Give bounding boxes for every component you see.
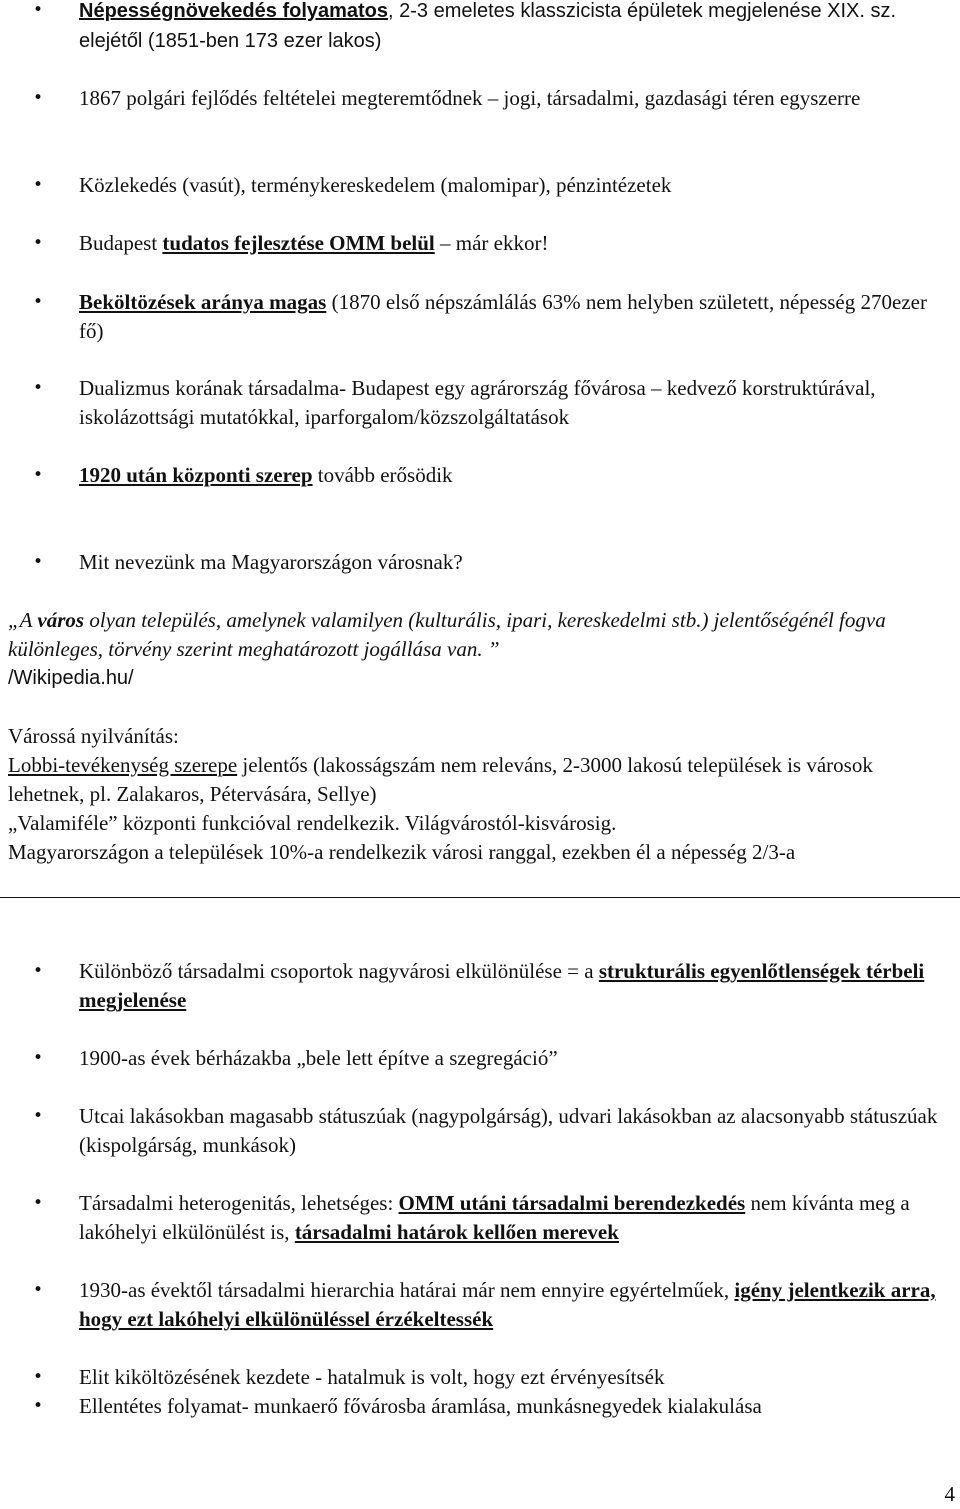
page-number: 4 [944, 1482, 955, 1506]
list-item: • Ellentétes folyamat- munkaerő fővárosba áramlása, munkásnegyedek kialakulása [79, 1392, 947, 1421]
city-status-function: „Valamiféle” központi funkcióval rendelkezik. Világvárostól-kisvárosig. [8, 811, 617, 835]
list-item: • 1920 után központi szerep tovább erősödik [79, 461, 947, 490]
list-item: • Budapest tudatos fejlesztése OMM belül – már ekkor! [79, 229, 947, 258]
list-item: • Mit nevezünk ma Magyarországon városnak? [79, 548, 947, 577]
horizontal-divider [0, 897, 960, 898]
city-status-heading: Várossá nyilvánítás: [8, 724, 179, 748]
city-status-share: Magyarországon a települések 10%-a rendelkezik városi ranggal, ezekben él a népesség 2/3-a [8, 840, 796, 864]
list-item: • 1930-as évektől társadalmi hierarchia határai már nem ennyire egyértelműek, igény jelentkezik arra, hogy ezt lakóhelyi elkülönüléssel érzékeltessék [79, 1276, 947, 1334]
list-item: • Elit kiköltözésének kezdete - hatalmuk is volt, hogy ezt érvényesítsék [79, 1363, 947, 1392]
list-item: • Utcai lakásokban magasabb státuszúak (nagypolgárság), udvari lakásokban az alacsonyabb státuszúak (kispolgárság, munkások) [79, 1102, 947, 1160]
list-item: • Közlekedés (vasút), terménykereskedelem (malomipar), pénzintézetek [79, 171, 947, 200]
quote-source: /Wikipedia.hu/ [8, 667, 134, 689]
list-item: • 1867 polgári fejlődés feltételei megteremtődnek – jogi, társadalmi, gazdasági téren egyszerre [79, 84, 947, 113]
list-item: • Különböző társadalmi csoportok nagyvárosi elkülönülése = a strukturális egyenlőtlenségek térbeli megjelenése [79, 957, 947, 1015]
list-item: • Népességnövekedés folyamatos, 2-3 emeletes klasszicista épületek megjelenése XIX. sz. elejétől (1851-ben 173 ezer lakos) [79, 0, 947, 56]
list-item: • Beköltözések aránya magas (1870 első népszámlálás 63% nem helyben született, népesség 270ezer fő) [79, 288, 947, 346]
list-item: • Társadalmi heterogenitás, lehetséges: OMM utáni társadalmi berendezkedés nem kívánta meg a lakóhelyi elkülönülést is, társadalmi határok kellően merevek [79, 1189, 947, 1247]
city-definition-quote: „A város olyan település, amelynek valamilyen (kulturális, ipari, kereskedelmi stb.) jelentőségénél fogva különleges, törvény szerint meghatározott jogállása van. ” [8, 608, 886, 661]
list-item: • 1900-as évek bérházakba „bele lett építve a szegregáció” [79, 1044, 947, 1073]
city-status-lobby: Lobbi-tevékenység szerepe jelentős (lakosságszám nem releváns, 2-3000 lakosú települések is városok lehetnek, pl. Zalakaros, Pétervására, Sellye) [8, 753, 873, 806]
list-item: • Dualizmus korának társadalma- Budapest egy agrárország fővárosa – kedvező korstruktúrával, iskolázottsági mutatókkal, iparforgalom/közszolgáltatások [79, 374, 947, 432]
